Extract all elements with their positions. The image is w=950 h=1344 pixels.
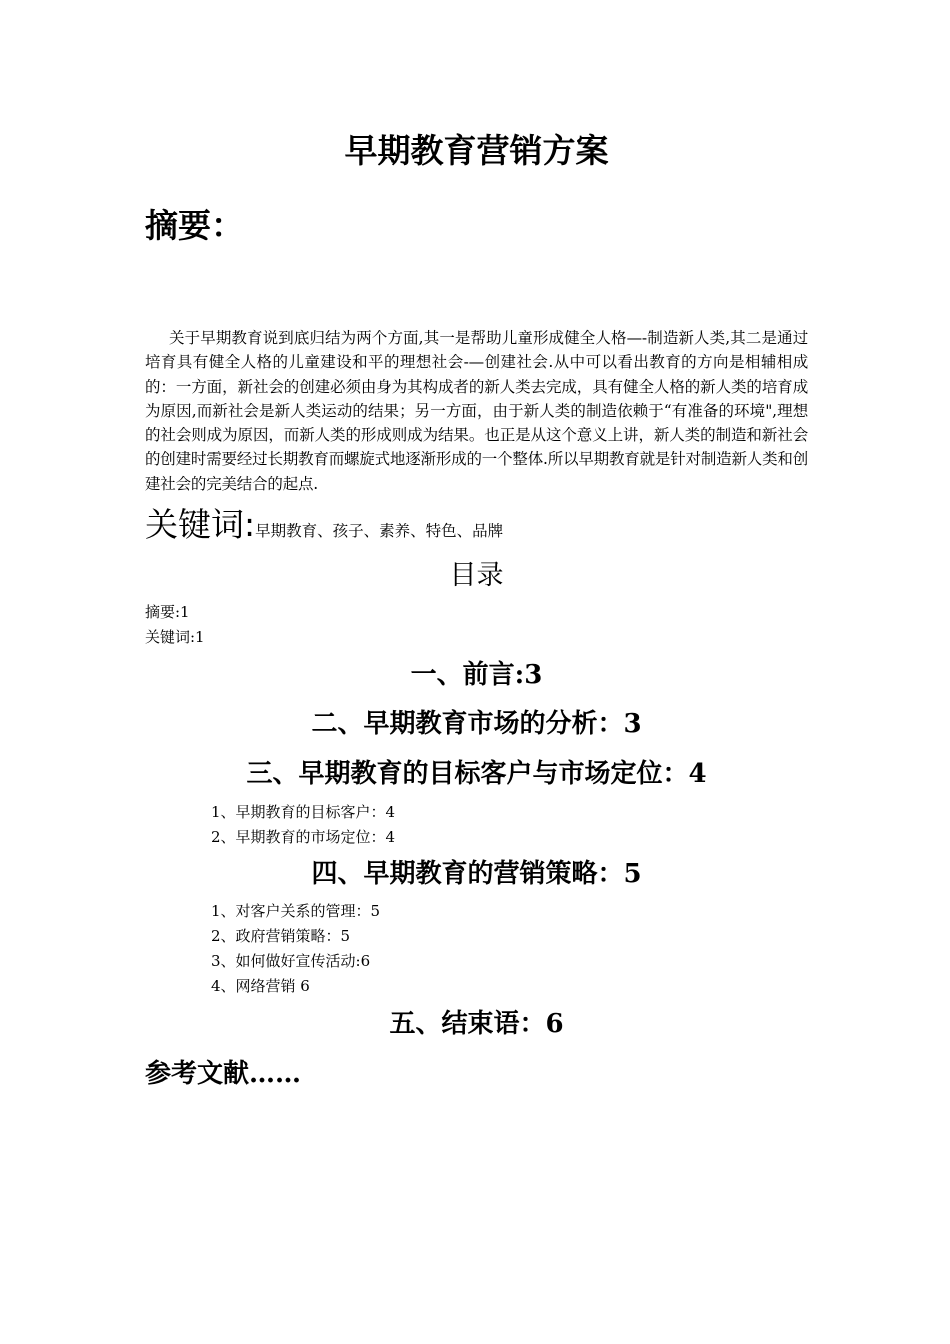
toc-title: 目录 (449, 560, 504, 591)
keywords-line (145, 505, 808, 545)
toc-section-preface: 一、前言:3 (410, 660, 543, 690)
toc-entry-keywords: 关键词:1 (145, 628, 205, 646)
abstract-paragraph: 关于早期教育说到底归结为两个方面,其一是帮助儿童形成健全人格—-制造新人类,其二是通过培育具有健全人格的儿童建设和平的理想社会-—创建社会.从中可以看出教育的方向是相辅相成的：一方面，新社会的创建必须由身为其构成者的新人类去完成，具有健全人格的新人类的培育成为原因,而新社会是新人类运动的结果；另一方面，由于新人类的制造依赖于“有准备的环境",理想的社会则成为原因，而新人类的形成则成为结果。也正是从这个意义上讲，新人类的制造和新社会的创建时需要经过长期教育而螺旋式地逐渐形成的一个整体.所以早期教育就是针对制造新人类和创建社会的完美结合的起点. (145, 329, 808, 493)
toc-subentry: 3、如何做好宣传活动:6 (211, 952, 371, 970)
abstract-heading: 摘要： (145, 206, 244, 245)
keywords-value: 早期教育、孩子、素养、特色、品牌 (255, 522, 504, 540)
toc-subentry: 2、早期教育的市场定位：4 (211, 828, 396, 846)
toc-entry-abstract: 摘要:1 (145, 603, 190, 621)
toc-section-target-customers: 三、早期教育的目标客户与市场定位：4 (246, 759, 707, 789)
keywords-label: 关键词: (145, 505, 256, 544)
toc-section-conclusion: 五、结束语：6 (389, 1009, 564, 1039)
references-heading: 参考文献…… (145, 1059, 302, 1089)
toc-subentry: 1、对客户关系的管理：5 (211, 902, 381, 920)
document-page (145, 0, 808, 1344)
document-title: 早期教育营销方案 (344, 131, 609, 170)
toc-subentry: 4、网络营销 6 (211, 977, 310, 995)
toc-subentry: 1、早期教育的目标客户：4 (211, 803, 396, 821)
toc-section-marketing-strategy: 四、早期教育的营销策略：5 (311, 859, 642, 889)
toc-section-market-analysis: 二、早期教育市场的分析：3 (311, 709, 642, 739)
toc-subentry: 2、政府营销策略：5 (211, 927, 351, 945)
